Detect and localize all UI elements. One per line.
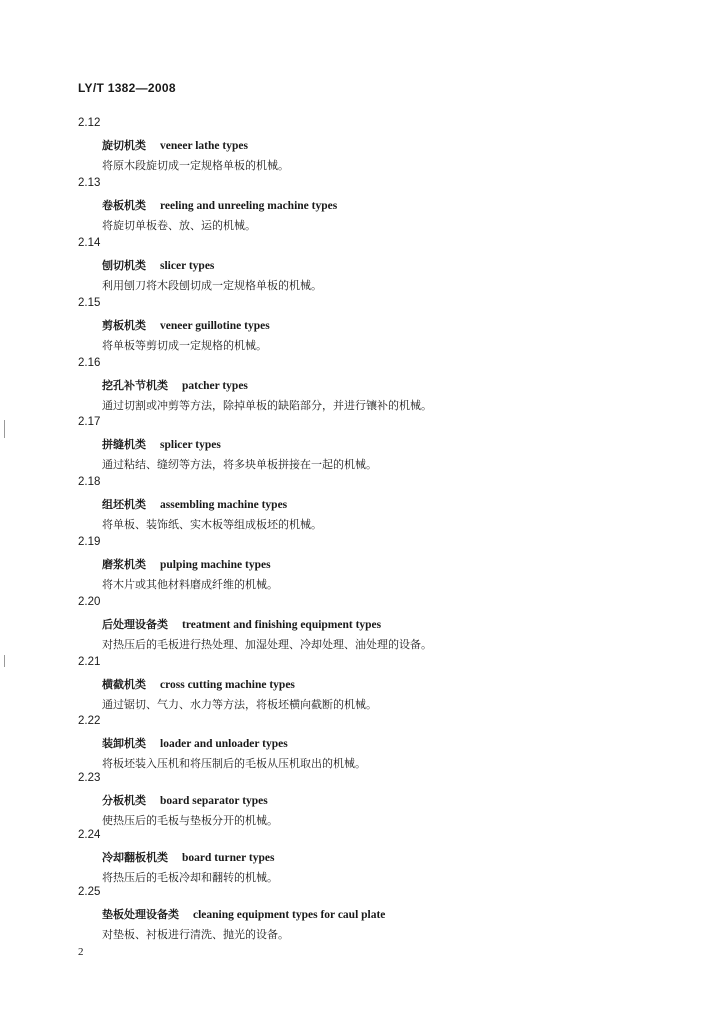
term-chinese: 卷板机类 — [102, 199, 146, 212]
entry-number: 2.14 — [78, 237, 101, 249]
term-english: splicer types — [160, 439, 221, 451]
term-chinese: 垫板处理设备类 — [102, 908, 179, 921]
term-chinese: 冷却翻板机类 — [102, 851, 168, 864]
entry-term — [102, 137, 248, 153]
term-english: patcher types — [182, 380, 248, 392]
term-chinese: 装卸机类 — [102, 737, 146, 750]
entry-term — [102, 377, 248, 393]
term-english: board separator types — [160, 795, 268, 807]
entry-term — [102, 257, 214, 273]
term-chinese: 后处理设备类 — [102, 618, 168, 631]
term-english: reeling and unreeling machine types — [160, 200, 338, 212]
entry-number: 2.22 — [78, 715, 101, 727]
entry-definition: 将原木段旋切成一定规格单板的机械。 — [102, 159, 289, 172]
term-chinese: 剪板机类 — [102, 319, 146, 332]
entry-term — [102, 197, 337, 213]
term-english: board turner types — [182, 852, 275, 864]
entry-definition: 将热压后的毛板冷却和翻转的机械。 — [102, 871, 278, 884]
entry-term — [102, 616, 381, 632]
entry-term — [102, 676, 295, 692]
term-english: assembling machine types — [160, 499, 288, 511]
term-chinese: 拼缝机类 — [102, 438, 146, 451]
term-english: pulping machine types — [160, 559, 271, 571]
entry-definition: 将木片或其他材料磨成纤维的机械。 — [102, 578, 278, 591]
entry-definition: 将板坯装入压机和将压制后的毛板从压机取出的机械。 — [102, 757, 366, 770]
term-english: cross cutting machine types — [160, 679, 295, 691]
entry-number: 2.18 — [78, 476, 101, 488]
term-chinese: 横截机类 — [102, 678, 146, 691]
entry-number: 2.13 — [78, 177, 101, 189]
entry-term — [102, 436, 221, 452]
entry-term — [102, 792, 268, 808]
term-chinese: 挖孔补节机类 — [102, 379, 168, 392]
standard-header: LY/T 1382—2008 — [78, 81, 176, 95]
term-english: cleaning equipment types for caul plate — [193, 909, 386, 921]
entry-definition: 通过切割或冲剪等方法，除掉单板的缺陷部分，并进行镶补的机械。 — [102, 399, 432, 412]
entry-definition: 对热压后的毛板进行热处理、加湿处理、冷却处理、油处理的设备。 — [102, 638, 432, 651]
entry-number: 2.15 — [78, 297, 101, 309]
entry-term — [102, 317, 270, 333]
entry-number: 2.17 — [78, 416, 101, 428]
term-english: loader and unloader types — [160, 738, 288, 750]
entry-number: 2.20 — [78, 596, 101, 608]
term-chinese: 分板机类 — [102, 794, 146, 807]
page-number: 2 — [78, 946, 84, 958]
entry-term — [102, 496, 287, 512]
entry-number: 2.25 — [78, 886, 101, 898]
scan-edge-mark — [4, 655, 5, 667]
scan-edge-mark — [4, 420, 5, 438]
entry-number: 2.19 — [78, 536, 101, 548]
entry-definition: 将单板等剪切成一定规格的机械。 — [102, 339, 267, 352]
entry-number: 2.16 — [78, 357, 101, 369]
entry-definition: 使热压后的毛板与垫板分开的机械。 — [102, 814, 278, 827]
entry-definition: 通过粘结、缝纫等方法，将多块单板拼接在一起的机械。 — [102, 458, 377, 471]
term-chinese: 磨浆机类 — [102, 558, 146, 571]
term-english: treatment and finishing equipment types — [182, 619, 382, 631]
entry-term — [102, 735, 288, 751]
term-chinese: 组坯机类 — [102, 498, 146, 511]
entry-number: 2.24 — [78, 829, 101, 841]
term-english: slicer types — [160, 260, 215, 272]
entry-definition: 将旋切单板卷、放、运的机械。 — [102, 219, 256, 232]
term-chinese: 旋切机类 — [102, 139, 146, 152]
term-english: veneer guillotine types — [160, 320, 270, 332]
entry-number: 2.21 — [78, 656, 101, 668]
entry-number: 2.12 — [78, 117, 101, 129]
entry-definition: 通过锯切、气力、水力等方法，将板坯横向截断的机械。 — [102, 698, 377, 711]
entry-definition: 利用刨刀将木段刨切成一定规格单板的机械。 — [102, 279, 322, 292]
entry-term — [102, 556, 271, 572]
entry-number: 2.23 — [78, 772, 101, 784]
term-chinese: 刨切机类 — [102, 259, 146, 272]
entry-term — [102, 906, 385, 922]
entry-definition: 将单板、装饰纸、实木板等组成板坯的机械。 — [102, 518, 322, 531]
entry-definition: 对垫板、衬板进行清洗、抛光的设备。 — [102, 928, 289, 941]
entry-term — [102, 849, 274, 865]
term-english: veneer lathe types — [160, 140, 248, 152]
